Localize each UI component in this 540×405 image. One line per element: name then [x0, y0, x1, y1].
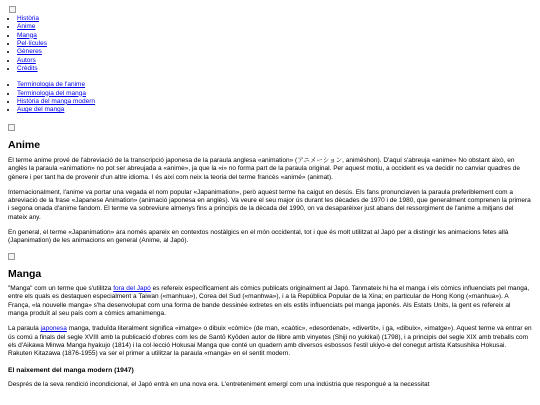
- anime-paragraph-3: En general, el terme «Japanimation» ara només apareix en contextos nostàlgics en el món occidental, tot i que és molt utilitzat al Japó per a distingir les animacions fetes allà (Japanimation) de les animacions en general (Anime, al Japó).: [8, 229, 509, 245]
- manga-p2-text-a: La paraula: [8, 325, 41, 333]
- anime-heading: Anime: [8, 139, 41, 152]
- manga-paragraph-3: Després de la seva rendició incondicional, el Japó entrà en una nova era. L'entreteniment emergí com una indústria que respongué a la necessitat: [8, 381, 430, 389]
- nav-link-manga[interactable]: Manga: [17, 31, 37, 39]
- manga-p1-text-b: es refereix específicament als còmics publicats originalment al Japó. Tanmateix hi ha el manga i els còmics influenciats pel manga, entre els quals es destaquen especialment a Taiwan («manhua»), Corea del Sud («manhwa»), i a la República Popular de la Xina; en particular de Hong Kong («manhua»). A França, «la nouvelle manga» s'ha desenvolupat com una forma de bande dessinée extretes en els estils influenciats pel manga japonès. Als Estats Units, la gent es refereix al manga produït al seu país com a còmics amanimenga.: [8, 285, 530, 318]
- nav-item-autors: [17, 57, 532, 65]
- nav-item-manga: [17, 32, 532, 40]
- japonesa-link[interactable]: japonesa: [40, 325, 67, 333]
- anime-paragraph-1: El terme anime prové de l'abreviació de la transcripció japonesa de la paraula anglesa «animation» (アニメーション, animēshon). D'aquí s'abreuja «anime» No obstant això, en anglès la paraula «animation» no pot ser abreujada a «anime», ja que la «i» no forma part de la paraula original. Per aquest motiu, a occident es va decidir no canviar quadres de gènere i per tant ha de provenir d'un altre idioma. I és així com neix la teoria del terme francès «animé» (animat).: [8, 156, 521, 181]
- anime-paragraph-2: Internacionalment, l'anime va portar una vegada el nom popular «Japanimation», però aquest terme ha caigut en desús. Els fans pronunciaven la paraula preferiblement com a abreviació de la frase «Japanese Animation» (animació japonesa en anglès). Va veure el seu major ús durant les dècades de 1970 i de 1980, que generalment comprenen la primera i segona onada d'anime fandom. El terme va sobreviure almenys fins a principis de la dècada del 1990, on va desaparèixer just abans del ressorgiment de l'anime a mitjans del mateix any.: [8, 188, 531, 221]
- page: [8, 6, 532, 397]
- manga-heading: Manga: [8, 267, 42, 280]
- manga-modern-subheading: El naixement del manga modern (1947): [8, 366, 134, 374]
- nav-item-credits: [17, 65, 532, 73]
- nav-link-credits[interactable]: Crèdits: [17, 64, 38, 72]
- subnav-link-terminologia-manga[interactable]: Terminologia del manga: [17, 89, 87, 97]
- nav-item-historia: [17, 15, 532, 23]
- manga-paragraph-1: [8, 285, 532, 318]
- nav-link-anime[interactable]: Anime: [17, 23, 36, 31]
- nav-link-historia[interactable]: Història: [17, 15, 40, 22]
- manga-p2-text-b: manga, traduïda literalment significa «imatge» o dibuix «còmic» (de man, «caòtic», «desordenat», «divertit», i ga, «dibuix», «imatge»). Aquest terme va entrar en ús comú a finals del segle XVIII amb la publicació d'obres com les de Santō Kyōden autor de llibre amb vinyetes (Shiji no yukikai) (1798), i a principis del segle XIX amb treballs com els d'Aikawa Minwa Manga hyakujo (1814) i la col·lecció Hokusai Manga que conté un quadern amb diversos esbossos l'estil ukiyo-e del conegut artista Katsushika Hokusai. Rakuten Kitazawa (1876-1955) va ser el primer a utilitzar la paraula «manga» en el sentit modern.: [8, 325, 532, 358]
- nav-item-generes: [17, 48, 532, 56]
- anime-header-image: [8, 124, 15, 131]
- site-logo-image: [9, 6, 16, 13]
- subnav-item-historia-manga: [17, 98, 532, 106]
- subnav-link-historia-manga[interactable]: Història del manga modern: [17, 97, 96, 105]
- main-nav: [8, 15, 532, 73]
- sub-nav: [8, 81, 532, 114]
- subnav-link-terminologia-anime[interactable]: Terminologia de l'anime: [17, 81, 86, 89]
- nav-item-pellicules: [17, 40, 532, 48]
- nav-link-generes[interactable]: Gèneres: [17, 48, 42, 56]
- nav-item-anime: [17, 23, 532, 31]
- nav-link-pellicules[interactable]: Pel·lícules: [17, 39, 47, 47]
- subnav-item-auge-manga: [17, 106, 532, 114]
- nav-link-autors[interactable]: Autors: [17, 56, 36, 64]
- subnav-item-terminologia-manga: [17, 90, 532, 98]
- subnav-item-terminologia-anime: [17, 81, 532, 89]
- fora-del-japo-link[interactable]: fora del Japó: [113, 285, 151, 293]
- manga-header-image: [8, 253, 15, 260]
- manga-paragraph-2: [8, 325, 532, 358]
- manga-p1-text-a: "Manga" com un terme que s'utilitza: [8, 285, 114, 293]
- subnav-link-auge-manga[interactable]: Auge del manga: [17, 106, 65, 114]
